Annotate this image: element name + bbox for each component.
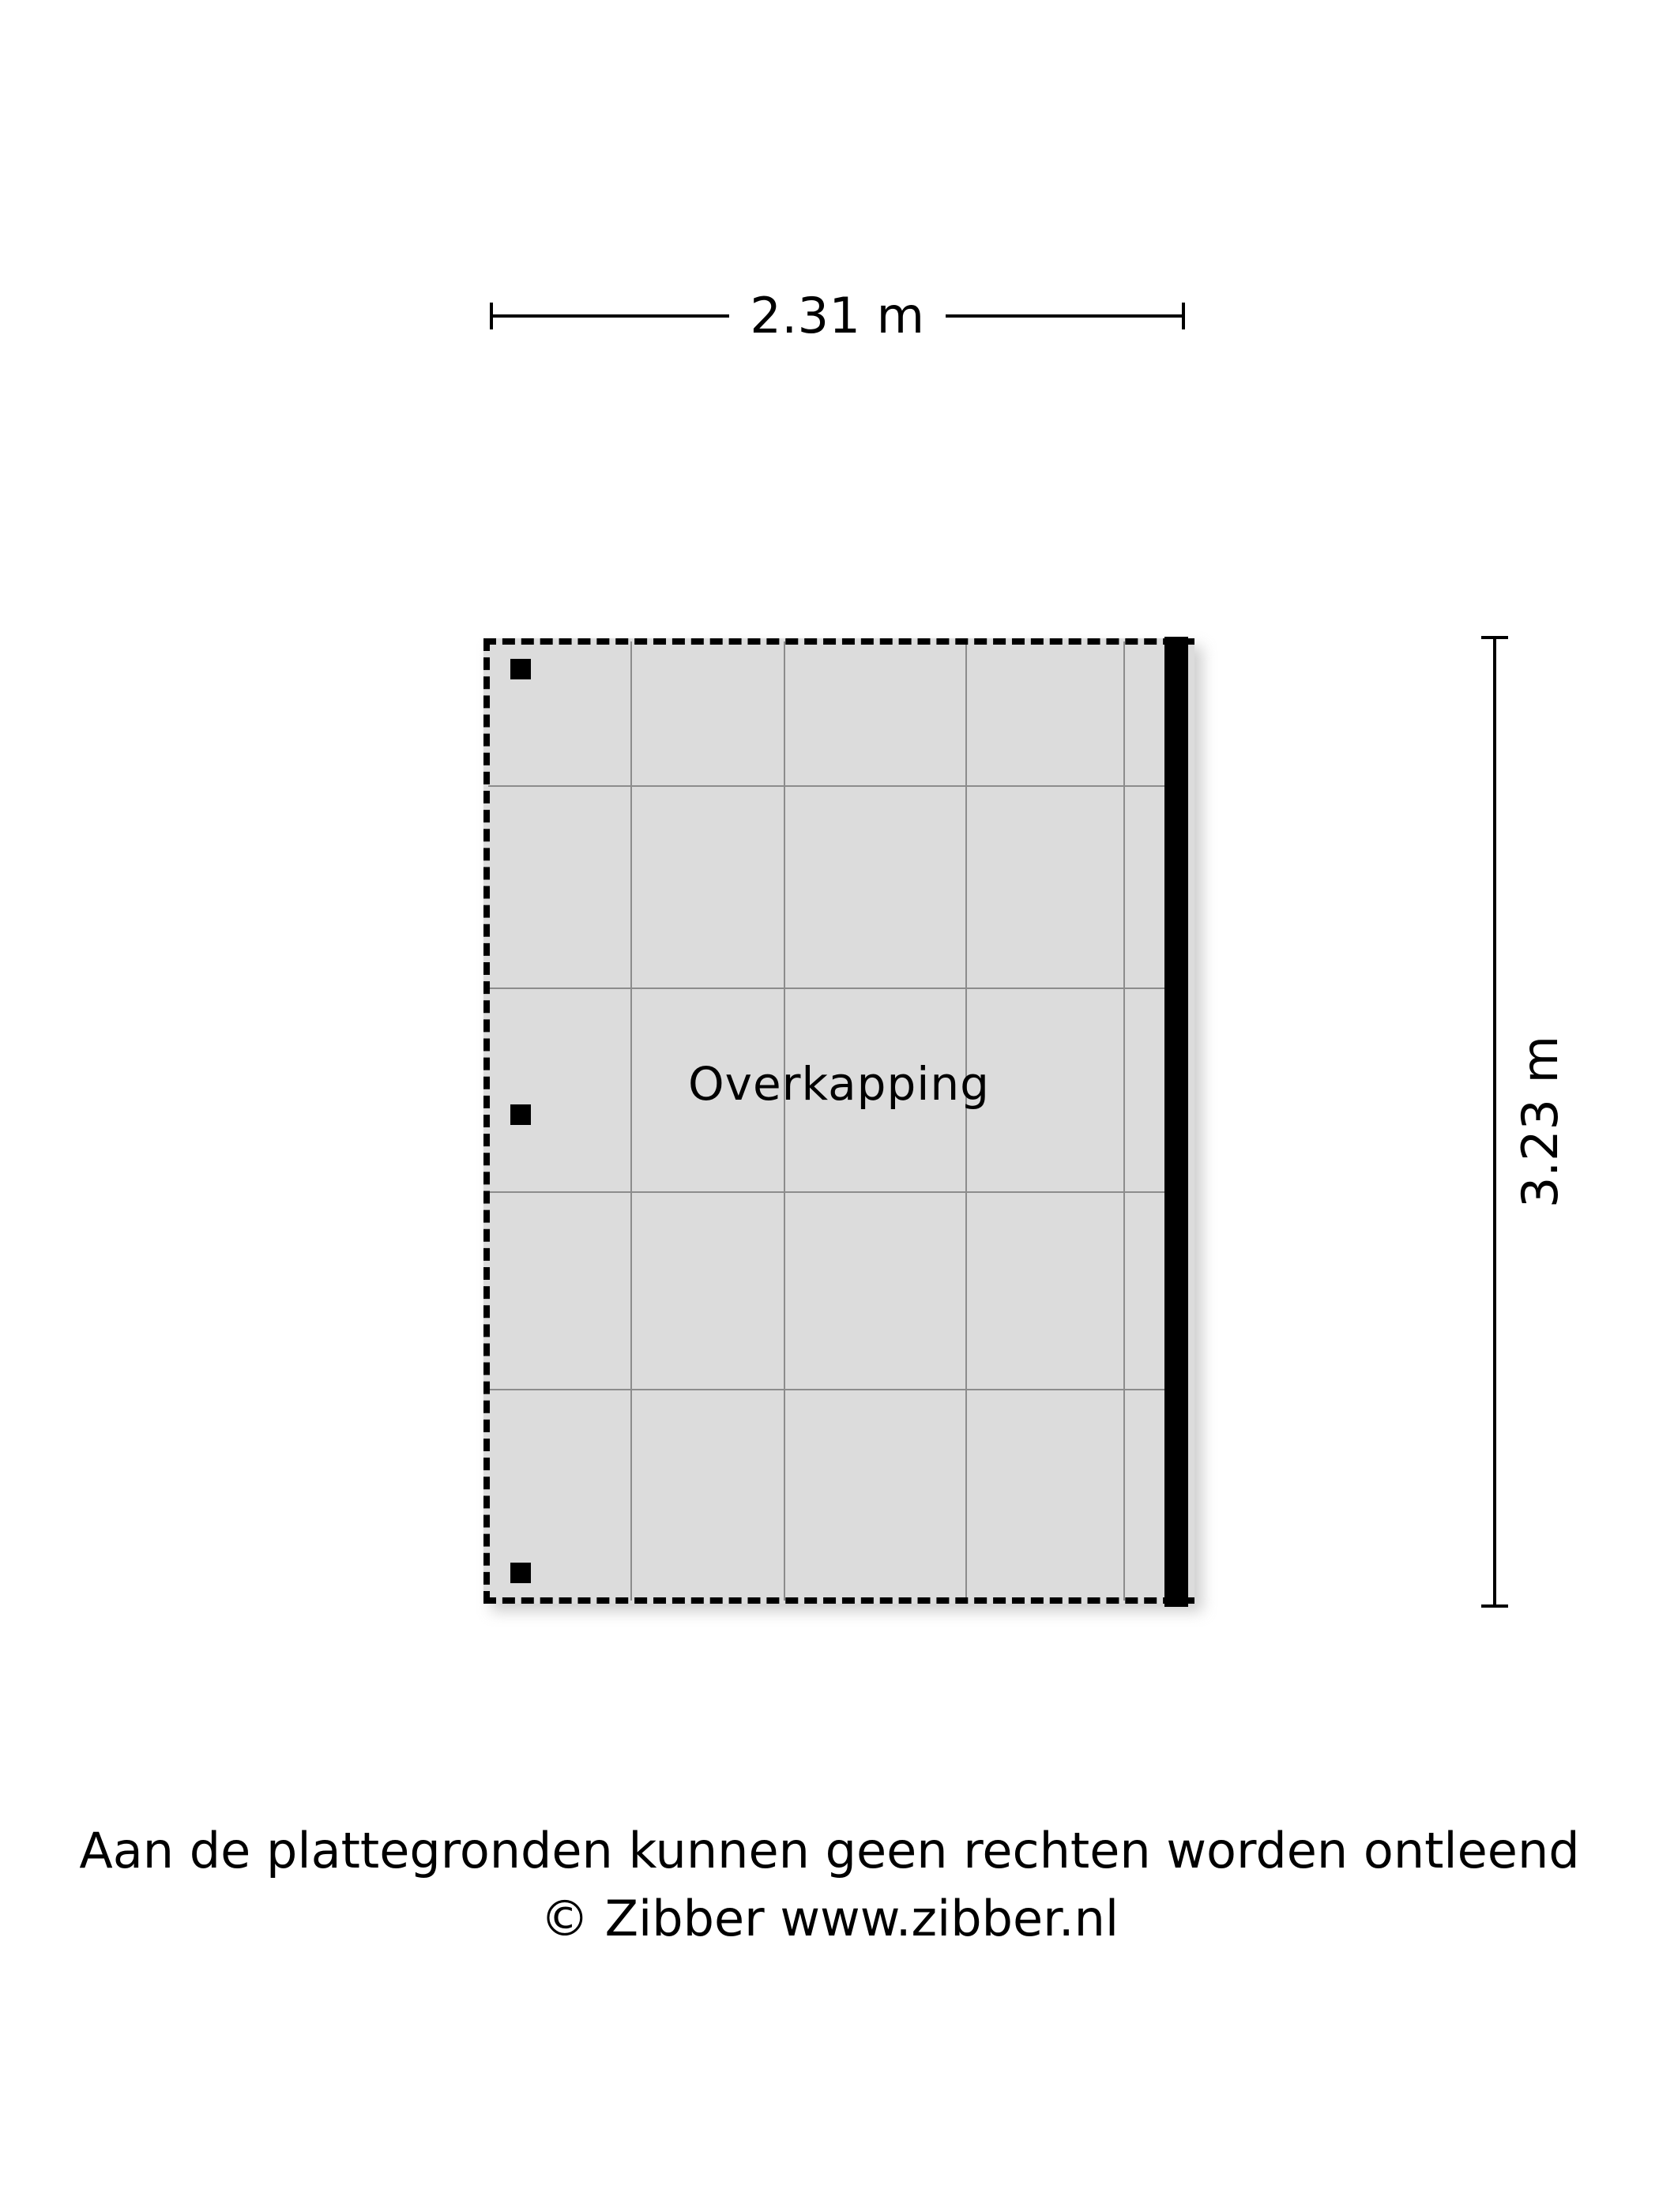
- support-post-icon: [510, 659, 531, 679]
- grid-line-vertical: [1123, 641, 1125, 1601]
- width-dimension: [490, 276, 1185, 356]
- footer: [0, 1817, 1659, 1953]
- wall-dashed-bottom: [483, 1597, 1194, 1604]
- wall-dashed-top: [483, 638, 1194, 645]
- support-post-icon: [510, 1563, 531, 1583]
- grid-line-vertical: [784, 641, 785, 1601]
- room-label: Overkapping: [688, 1057, 990, 1111]
- height-dimension-value: 3.23 m: [1511, 1015, 1569, 1228]
- wall-solid-right: [1164, 637, 1188, 1607]
- wall-dashed-left: [483, 638, 490, 1604]
- width-dimension-value: 2.31 m: [729, 287, 945, 344]
- grid-line-horizontal: [488, 988, 1166, 989]
- room-area-overkapping: [483, 638, 1194, 1604]
- footer-disclaimer: Aan de plattegronden kunnen geen rechten worden ontleend: [79, 1822, 1580, 1879]
- grid-line-vertical: [630, 641, 632, 1601]
- grid-line-vertical: [965, 641, 967, 1601]
- grid-line-horizontal: [488, 1191, 1166, 1193]
- grid-line-horizontal: [488, 785, 1166, 787]
- floorplan-drawing: [483, 638, 1194, 1608]
- height-dimension-line: [1493, 636, 1496, 1608]
- footer-copyright: © Zibber www.zibber.nl: [540, 1890, 1119, 1947]
- grid-line-horizontal: [488, 1389, 1166, 1390]
- height-dimension: [1454, 636, 1569, 1608]
- width-dimension-label: [490, 276, 1185, 356]
- height-dimension-label: [1497, 636, 1584, 1608]
